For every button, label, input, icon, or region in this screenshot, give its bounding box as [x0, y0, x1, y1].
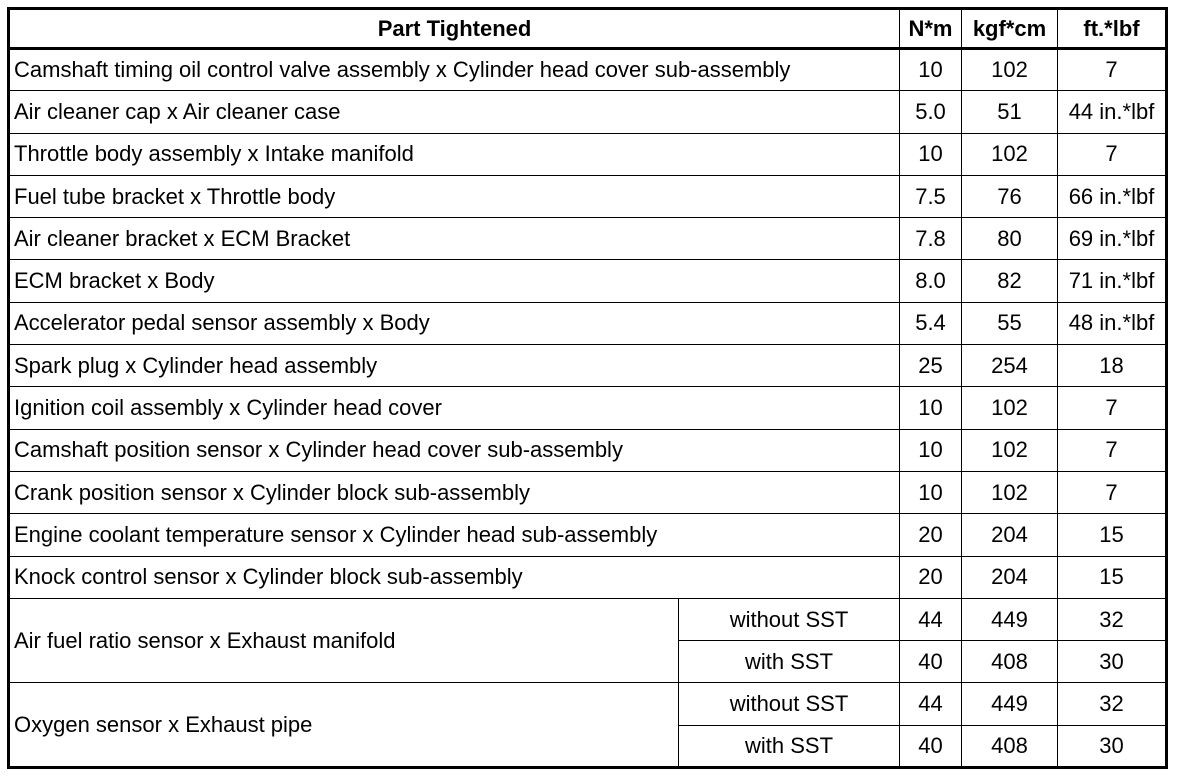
table-row	[9, 133, 1167, 175]
kgfcm-cell: 408	[962, 725, 1058, 767]
part-cell: Air cleaner bracket x ECM Bracket	[9, 218, 900, 260]
kgfcm-cell: 102	[962, 471, 1058, 513]
ftlbf-cell: 30	[1058, 641, 1167, 683]
part-cell: Camshaft timing oil control valve assembly x Cylinder head cover sub-assembly	[9, 49, 900, 91]
header-nm: N*m	[900, 9, 962, 49]
part-cell: Throttle body assembly x Intake manifold	[9, 133, 900, 175]
ftlbf-cell: 7	[1058, 133, 1167, 175]
table-row	[9, 49, 1167, 91]
nm-cell: 25	[900, 345, 962, 387]
ftlbf-cell: 44 in.*lbf	[1058, 91, 1167, 133]
ftlbf-cell: 7	[1058, 387, 1167, 429]
ftlbf-cell: 32	[1058, 683, 1167, 725]
nm-cell: 7.5	[900, 175, 962, 217]
ftlbf-cell: 32	[1058, 598, 1167, 640]
nm-cell: 20	[900, 514, 962, 556]
condition-cell: without SST	[679, 683, 900, 725]
nm-cell: 7.8	[900, 218, 962, 260]
kgfcm-cell: 51	[962, 91, 1058, 133]
ftlbf-cell: 71 in.*lbf	[1058, 260, 1167, 302]
kgfcm-cell: 102	[962, 429, 1058, 471]
kgfcm-cell: 102	[962, 133, 1058, 175]
kgfcm-cell: 102	[962, 387, 1058, 429]
ftlbf-cell: 30	[1058, 725, 1167, 767]
nm-cell: 44	[900, 598, 962, 640]
nm-cell: 40	[900, 725, 962, 767]
table-row	[9, 175, 1167, 217]
part-cell: Spark plug x Cylinder head assembly	[9, 345, 900, 387]
header-part-tightened: Part Tightened	[9, 9, 900, 49]
table-row	[9, 218, 1167, 260]
table-row	[9, 471, 1167, 513]
nm-cell: 5.4	[900, 302, 962, 344]
kgfcm-cell: 82	[962, 260, 1058, 302]
header-kgfcm: kgf*cm	[962, 9, 1058, 49]
part-cell: Knock control sensor x Cylinder block sub-assembly	[9, 556, 900, 598]
kgfcm-cell: 80	[962, 218, 1058, 260]
ftlbf-cell: 7	[1058, 471, 1167, 513]
table-row	[9, 345, 1167, 387]
part-cell: Oxygen sensor x Exhaust pipe	[9, 683, 679, 768]
ftlbf-cell: 66 in.*lbf	[1058, 175, 1167, 217]
part-cell: Ignition coil assembly x Cylinder head cover	[9, 387, 900, 429]
table-row	[9, 598, 1167, 640]
table-header-row	[9, 9, 1167, 49]
ftlbf-cell: 15	[1058, 514, 1167, 556]
kgfcm-cell: 55	[962, 302, 1058, 344]
ftlbf-cell: 18	[1058, 345, 1167, 387]
table-row	[9, 387, 1167, 429]
ftlbf-cell: 7	[1058, 49, 1167, 91]
ftlbf-cell: 15	[1058, 556, 1167, 598]
condition-cell: with SST	[679, 641, 900, 683]
kgfcm-cell: 449	[962, 598, 1058, 640]
ftlbf-cell: 48 in.*lbf	[1058, 302, 1167, 344]
table-row	[9, 91, 1167, 133]
part-cell: ECM bracket x Body	[9, 260, 900, 302]
nm-cell: 10	[900, 387, 962, 429]
nm-cell: 20	[900, 556, 962, 598]
part-cell: Camshaft position sensor x Cylinder head cover sub-assembly	[9, 429, 900, 471]
nm-cell: 10	[900, 471, 962, 513]
nm-cell: 5.0	[900, 91, 962, 133]
ftlbf-cell: 7	[1058, 429, 1167, 471]
table-row	[9, 429, 1167, 471]
ftlbf-cell: 69 in.*lbf	[1058, 218, 1167, 260]
kgfcm-cell: 449	[962, 683, 1058, 725]
part-cell: Fuel tube bracket x Throttle body	[9, 175, 900, 217]
nm-cell: 40	[900, 641, 962, 683]
torque-spec-table	[7, 7, 1168, 769]
kgfcm-cell: 204	[962, 556, 1058, 598]
part-cell: Engine coolant temperature sensor x Cylinder head sub-assembly	[9, 514, 900, 556]
kgfcm-cell: 254	[962, 345, 1058, 387]
nm-cell: 44	[900, 683, 962, 725]
condition-cell: with SST	[679, 725, 900, 767]
nm-cell: 10	[900, 49, 962, 91]
kgfcm-cell: 204	[962, 514, 1058, 556]
table-row	[9, 302, 1167, 344]
part-cell: Accelerator pedal sensor assembly x Body	[9, 302, 900, 344]
kgfcm-cell: 102	[962, 49, 1058, 91]
part-cell: Crank position sensor x Cylinder block sub-assembly	[9, 471, 900, 513]
table-row	[9, 683, 1167, 725]
nm-cell: 8.0	[900, 260, 962, 302]
kgfcm-cell: 76	[962, 175, 1058, 217]
part-cell: Air fuel ratio sensor x Exhaust manifold	[9, 598, 679, 683]
condition-cell: without SST	[679, 598, 900, 640]
kgfcm-cell: 408	[962, 641, 1058, 683]
header-ftlbf: ft.*lbf	[1058, 9, 1167, 49]
table-row	[9, 556, 1167, 598]
part-cell: Air cleaner cap x Air cleaner case	[9, 91, 900, 133]
nm-cell: 10	[900, 429, 962, 471]
table-row	[9, 260, 1167, 302]
table-row	[9, 514, 1167, 556]
nm-cell: 10	[900, 133, 962, 175]
